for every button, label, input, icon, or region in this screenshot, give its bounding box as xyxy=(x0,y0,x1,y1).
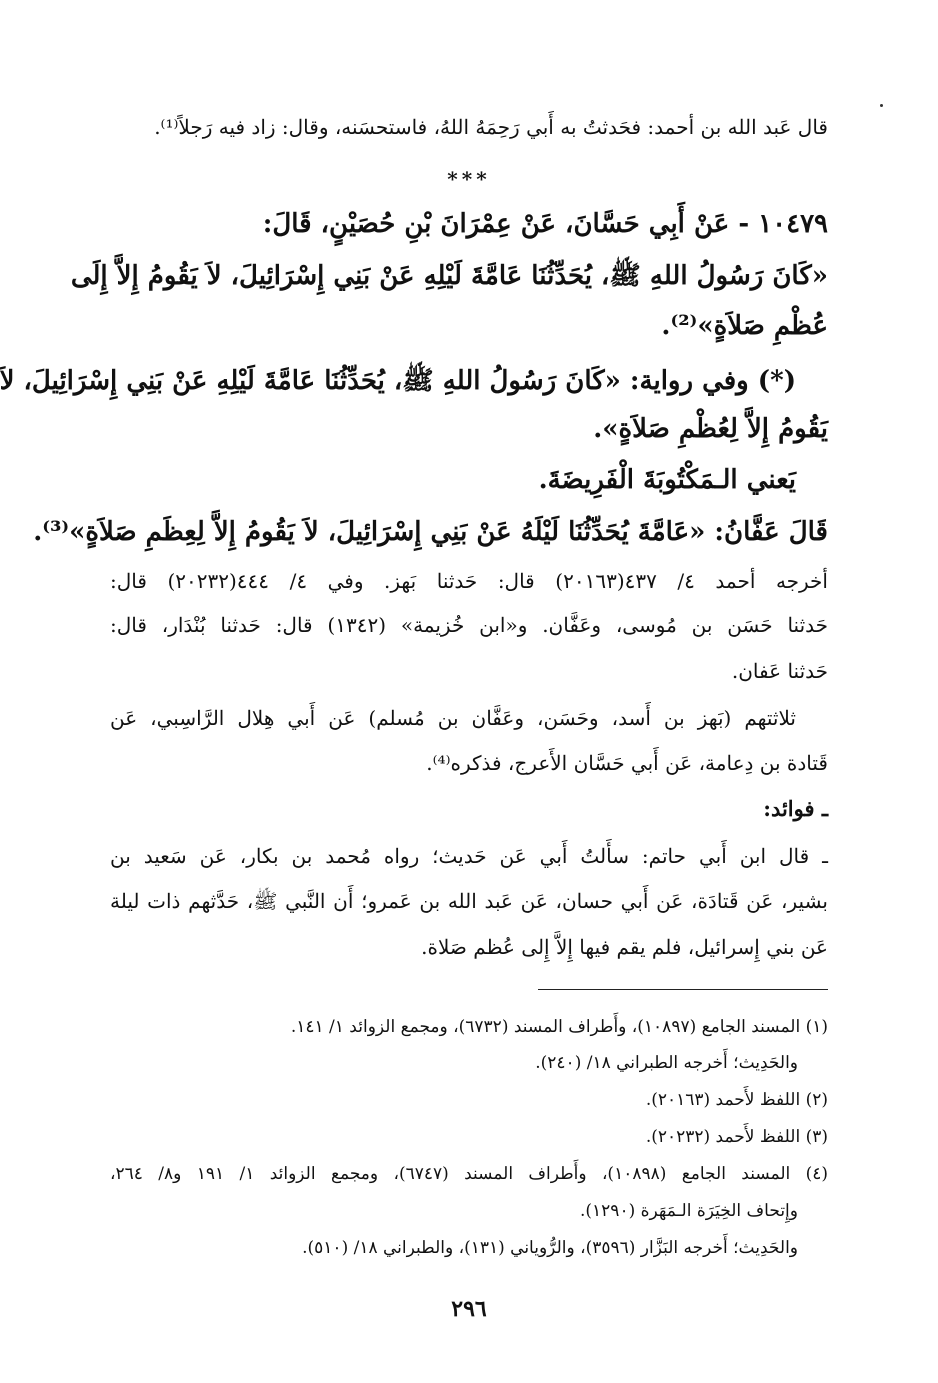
hadith-text-line-1: «كَانَ رَسُولُ اللهِ ﷺ، يُحَدِّثُنَا عَامَّةَ لَيْلِهِ عَنْ بَنِي إِسْرَائِيلَ، لاَ يَقُومُ إِلاَّ إِلَى xyxy=(70,261,828,291)
footnote-1: (١) المسند الجامع (١٠٨٩٧)، وأَطراف المسند (٦٧٣٢)، ومجمع الزوائد ١/ ١٤١. xyxy=(290,1017,828,1037)
explanation-line: يَعني الـمَكْتُوبَةَ الْفَرِيضَةَ. xyxy=(538,465,796,495)
hadith-header: ١٠٤٧٩ - عَنْ أَبِي حَسَّانَ، عَنْ عِمْرَانَ بْنِ حُصَيْنٍ، قَالَ: xyxy=(262,209,828,239)
fawaid-line-1: ـ قال ابن أَبي حاتم: سأَلتُ أَبي عَن حَديث؛ رواه مُحمد بن بكار، عَن سَعيد بن xyxy=(110,844,828,868)
chain-line-1: ثلاثتهم (بَهز بن أَسد، وحَسَن، وعَفَّان بن مُسلم) عَن أَبي هِلال الرَّاسِبي، عَن xyxy=(110,706,796,730)
fawaid-heading: ـ فوائد: xyxy=(763,796,828,821)
fawaid-line-2: بشير، عَن قَتادَة، عَن أَبي حسان، عَن عَبد الله بن عَمرو؛ أَن النَّبي ﷺ، حَدَّثهم ذات ليلة xyxy=(110,889,828,913)
hadith-text-line-2: عُظْمِ صَلاَةٍ»⁽²⁾. xyxy=(661,311,828,341)
intro-line: قال عَبد الله بن أحمد: فحَدثتُ به أَبي رَحِمَهُ اللهُ، فاستحسَنه، وقال: زاد فيه رَجلاً⁽¹⁾. xyxy=(154,115,828,139)
footnote-4-cont: وإِتحاف الخِيَرَة الـمَهَرة (١٢٩٠). xyxy=(580,1201,798,1221)
takhrij-line-1: أخرجه أحمد ٤/ ٤٣٧(٢٠١٦٣) قال: حَدثنا بَهز. وفي ٤/ ٤٤٤(٢٠٢٣٢) قال: xyxy=(110,569,828,593)
speck-mark xyxy=(880,104,883,107)
affan-line: قَالَ عَفَّانُ: «عَامَّةَ يُحَدِّثُنَا لَيْلَهُ عَنْ بَنِي إِسْرَائِيلَ، لاَ يَقُومُ إِلاَّ لِعِظَمِ صَلاَةٍ»⁽³⁾. xyxy=(33,517,828,547)
footnote-1-cont: والحَدِيث؛ أَخرجه الطبراني ١٨/ (٢٤٠). xyxy=(535,1053,798,1073)
section-separator: *** xyxy=(447,167,491,191)
footnote-2: (٢) اللفظ لأَحمد (٢٠١٦٣). xyxy=(645,1090,828,1110)
chain-line-2: قَتادة بن دِعامة، عَن أَبي حَسَّان الأَعرج، فذكره⁽⁴⁾. xyxy=(426,751,828,775)
footnote-4: (٤) المسند الجامع (١٠٨٩٨)، وأَطراف المسند (٦٧٤٧)، ومجمع الزوائد ١/ ١٩١ و٨/ ٢٦٤، xyxy=(110,1164,828,1184)
fawaid-line-3: عَن بني إِسرائيل، فلم يقم فيها إِلاَّ إِلى عُظم صَلاة. xyxy=(421,935,828,959)
variant-line-2: يَقُومُ إِلاَّ لِعُظْمِ صَلاَةٍ». xyxy=(593,414,828,444)
footnote-3: (٣) اللفظ لأَحمد (٢٠٢٣٢). xyxy=(645,1127,828,1147)
page-number: ٢٩٦ xyxy=(451,1296,487,1322)
takhrij-line-3: حَدثنا عَفان. xyxy=(731,659,828,683)
takhrij-line-2: حَدثنا حَسَن بن مُوسى، وعَفَّان. و«ابن خُزيمة» (١٣٤٢) قال: حَدثنا بُنْدَار، قال: xyxy=(110,613,829,637)
variant-line-1: (*) وفي رواية: «كَانَ رَسُولُ اللهِ ﷺ، يُحَدِّثُنَا عَامَّةَ لَيْلِهِ عَنْ بَنِي إِسْرَائِيلَ، لاَ xyxy=(0,366,796,396)
footnote-4-cont-2: والحَدِيث؛ أَخرجه البَزَّار (٣٥٩٦)، والرُّوياني (١٣١)، والطبراني ١٨/ (٥١٠). xyxy=(302,1238,798,1258)
footnote-rule xyxy=(538,989,828,990)
